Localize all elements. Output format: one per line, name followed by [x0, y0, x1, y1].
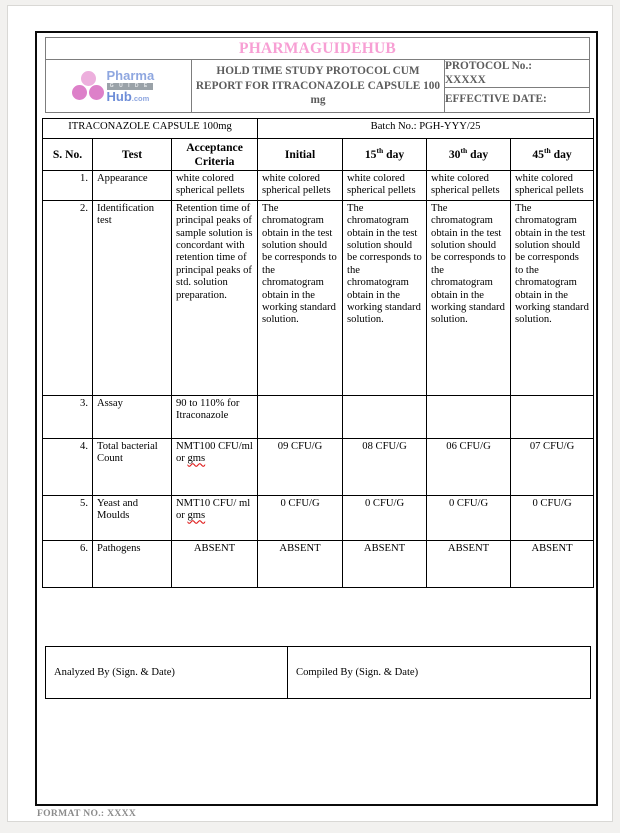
acceptance-criteria-line2: Criteria — [194, 154, 235, 168]
logo-text-pharma: Pharma — [106, 68, 155, 83]
row3-test: Assay — [93, 395, 172, 438]
brand-logo-cell — [46, 60, 192, 113]
product-banner: ITRACONAZOLE CAPSULE 100mg — [43, 119, 258, 139]
table-row — [43, 171, 594, 201]
column-header-acceptance-criteria — [172, 139, 258, 171]
column-header-day30 — [427, 139, 511, 171]
row2-criteria: Retention time of principal peaks of sample solution is concordant with retention time of principal peaks of std. solution preparation. — [172, 200, 258, 395]
column-header-sno: S. No. — [43, 139, 93, 171]
row3-day15[interactable] — [343, 395, 427, 438]
row4-criteria-text: NMT100 CFU/ml or — [176, 440, 253, 465]
document-title: HOLD TIME STUDY PROTOCOL CUM REPORT FOR ITRACONAZOLE CAPSULE 100 mg — [192, 60, 445, 113]
row6-sno: 6. — [43, 540, 93, 587]
document-content-frame — [35, 31, 598, 806]
day15-number: 15 — [364, 147, 377, 161]
row3-sno: 3. — [43, 395, 93, 438]
row4-day30: 06 CFU/G — [427, 438, 511, 495]
table-row — [43, 395, 594, 438]
day30-unit: day — [467, 147, 489, 161]
column-header-test: Test — [93, 139, 172, 171]
row5-day45: 0 CFU/G — [511, 495, 594, 540]
compiled-by-cell[interactable]: Compiled By (Sign. & Date) — [288, 647, 591, 699]
day15-suffix: th — [376, 145, 384, 155]
row1-day15: white colored spherical pellets — [343, 171, 427, 201]
day15-unit: day — [383, 147, 405, 161]
row2-initial: The chromatogram obtain in the test solution should be corresponds to the chromatogram obtain in the working standard solution. — [258, 200, 343, 395]
logo-text-hub: Hub — [106, 89, 132, 104]
row4-criteria — [172, 438, 258, 495]
row6-day30: ABSENT — [427, 540, 511, 587]
day45-unit: day — [550, 147, 572, 161]
column-header-day45 — [511, 139, 594, 171]
row1-initial: white colored spherical pellets — [258, 171, 343, 201]
row1-test: Appearance — [93, 171, 172, 201]
protocol-no-value: XXXXX — [445, 73, 486, 86]
row4-day45: 07 CFU/G — [511, 438, 594, 495]
brand-title: PHARMAGUIDEHUB — [46, 38, 590, 60]
day45-suffix: th — [543, 145, 551, 155]
product-batch-banner-row — [43, 119, 594, 139]
row4-sno: 4. — [43, 438, 93, 495]
logo-text-hub-line — [107, 90, 155, 106]
row5-criteria — [172, 495, 258, 540]
row5-test: Yeast and Moulds — [93, 495, 172, 540]
row1-day30: white colored spherical pellets — [427, 171, 511, 201]
row6-criteria: ABSENT — [172, 540, 258, 587]
analyzed-by-cell[interactable]: Analyzed By (Sign. & Date) — [46, 647, 288, 699]
row6-day45: ABSENT — [511, 540, 594, 587]
logo-text-com: .com — [131, 94, 150, 103]
signature-row — [46, 647, 591, 699]
row5-criteria-text: NMT10 CFU/ ml or — [176, 497, 251, 522]
day30-suffix: th — [460, 145, 468, 155]
row1-sno: 1. — [43, 171, 93, 201]
signature-table — [45, 646, 591, 699]
logo-dot-right-icon — [89, 85, 104, 100]
protocol-no-label: PROTOCOL No.: — [445, 60, 533, 72]
header-info-row — [46, 60, 590, 88]
row2-day30: The chromatogram obtain in the test solution should be corresponds to the chromatogram obtain in the working standard solution. — [427, 200, 511, 395]
document-sheet — [7, 5, 613, 822]
row1-day45: white colored spherical pellets — [511, 171, 594, 201]
table-row — [43, 438, 594, 495]
row5-day30: 0 CFU/G — [427, 495, 511, 540]
format-no-footer: FORMAT NO.: XXXX — [37, 808, 137, 819]
day45-number: 45 — [532, 147, 544, 161]
row1-criteria: white colored spherical pellets — [172, 171, 258, 201]
row5-initial: 0 CFU/G — [258, 495, 343, 540]
row2-test: Identification test — [93, 200, 172, 395]
row2-day15: The chromatogram obtain in the test solution should be corresponds to the chromatogram obtain in the working standard solution. — [343, 200, 427, 395]
row5-criteria-misspelled: gms — [187, 510, 206, 522]
logo-guide-bar: G U I D E — [107, 83, 153, 90]
logo-dot-left-icon — [72, 85, 87, 100]
row4-test: Total bacterial Count — [93, 438, 172, 495]
document-header-table — [45, 37, 590, 113]
row2-sno: 2. — [43, 200, 93, 395]
row4-criteria-misspelled: gms — [187, 453, 206, 465]
table-row — [43, 200, 594, 395]
row3-day45[interactable] — [511, 395, 594, 438]
table-row — [43, 540, 594, 587]
batch-banner: Batch No.: PGH-YYY/25 — [258, 119, 594, 139]
row2-day45: The chromatogram obtain in the test solution should be corresponds to the chromatogram obtain in the working standard solution. — [511, 200, 594, 395]
column-header-day15 — [343, 139, 427, 171]
table-row — [43, 495, 594, 540]
effective-date-cell: EFFECTIVE DATE: — [445, 88, 590, 113]
row3-initial[interactable] — [258, 395, 343, 438]
table-header-row — [43, 139, 594, 171]
row4-initial: 09 CFU/G — [258, 438, 343, 495]
row6-initial: ABSENT — [258, 540, 343, 587]
row5-sno: 5. — [43, 495, 93, 540]
acceptance-criteria-line1: Acceptance — [186, 141, 243, 154]
row4-day15: 08 CFU/G — [343, 438, 427, 495]
pharmahub-logo — [67, 70, 171, 102]
header-title-row — [46, 38, 590, 60]
row3-criteria: 90 to 110% for Itraconazole — [172, 395, 258, 438]
logo-dot-top-icon — [81, 71, 96, 86]
logo-wordmark — [107, 69, 155, 106]
column-header-initial: Initial — [258, 139, 343, 171]
row3-day30[interactable] — [427, 395, 511, 438]
day30-number: 30 — [448, 147, 461, 161]
hold-time-study-table — [42, 118, 594, 588]
row5-day15: 0 CFU/G — [343, 495, 427, 540]
protocol-no-cell — [445, 60, 590, 88]
row6-test: Pathogens — [93, 540, 172, 587]
row6-day15: ABSENT — [343, 540, 427, 587]
